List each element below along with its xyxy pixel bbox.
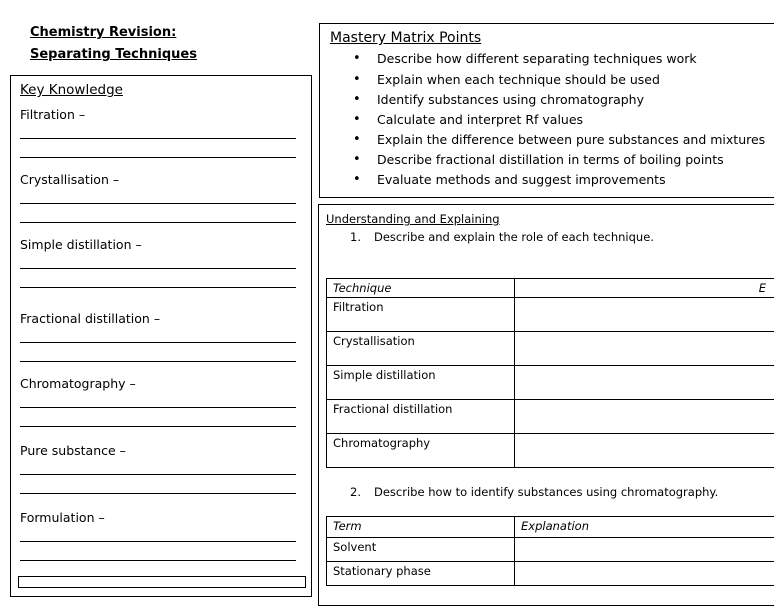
terms-table	[326, 516, 774, 586]
mastery-point: Calculate and interpret Rf values	[377, 112, 583, 127]
answer-line[interactable]	[20, 541, 296, 542]
mastery-matrix-heading: Mastery Matrix Points	[330, 30, 481, 46]
bullet-icon: •	[353, 112, 361, 127]
mastery-point: Describe fractional distillation in terms of boiling points	[377, 152, 724, 167]
answer-cell[interactable]	[515, 366, 774, 400]
mastery-point: Explain the difference between pure substances and mixtures	[377, 132, 765, 147]
answer-line[interactable]	[20, 203, 296, 204]
worksheet-title-line1: Chemistry Revision:	[30, 25, 176, 40]
technique-cell: Crystallisation	[327, 332, 515, 366]
answer-line[interactable]	[20, 222, 296, 223]
technique-cell: Fractional distillation	[327, 400, 515, 434]
answer-line[interactable]	[20, 426, 296, 427]
answer-cell[interactable]	[515, 434, 774, 468]
explanation-column-header: Explanation	[515, 517, 774, 538]
answer-line[interactable]	[20, 138, 296, 139]
kk-label-chromatography: Chromatography –	[20, 376, 136, 391]
worksheet-title-line2: Separating Techniques	[30, 47, 197, 62]
kk-label-simple-distillation: Simple distillation –	[20, 237, 142, 252]
answer-cell[interactable]	[515, 400, 774, 434]
term-cell: Stationary phase	[327, 562, 515, 586]
bullet-icon: •	[353, 51, 361, 66]
term-cell: Solvent	[327, 538, 515, 562]
answer-cell[interactable]	[515, 562, 774, 586]
answer-line[interactable]	[20, 474, 296, 475]
mastery-point: Explain when each technique should be used	[377, 72, 660, 87]
technique-cell: Chromatography	[327, 434, 515, 468]
answer-line[interactable]	[20, 157, 296, 158]
kk-label-filtration: Filtration –	[20, 107, 85, 122]
kk-label-fractional-distillation: Fractional distillation –	[20, 311, 160, 326]
understanding-heading: Understanding and Explaining	[326, 212, 500, 226]
key-knowledge-heading: Key Knowledge	[20, 82, 123, 98]
answer-line[interactable]	[20, 407, 296, 408]
technique-cell: Filtration	[327, 298, 515, 332]
kk-label-crystallisation: Crystallisation –	[20, 172, 119, 187]
kk-label-pure-substance: Pure substance –	[20, 443, 126, 458]
question-2-text: Describe how to identify substances using chromatography.	[374, 485, 718, 499]
explanation-column-header: E	[515, 279, 774, 298]
question-2-number: 2.	[350, 485, 361, 499]
question-1-text: Describe and explain the role of each technique.	[374, 230, 654, 244]
bullet-icon: •	[353, 72, 361, 87]
answer-line[interactable]	[20, 268, 296, 269]
answer-line[interactable]	[20, 342, 296, 343]
answer-line[interactable]	[20, 287, 296, 288]
kk-label-formulation: Formulation –	[20, 510, 105, 525]
technique-column-header: Technique	[327, 279, 515, 298]
answer-cell[interactable]	[515, 538, 774, 562]
term-column-header: Term	[327, 517, 515, 538]
mastery-point: Describe how different separating techniques work	[377, 51, 697, 66]
mastery-point: Identify substances using chromatography	[377, 92, 644, 107]
bullet-icon: •	[353, 172, 361, 187]
bullet-icon: •	[353, 132, 361, 147]
technique-table	[326, 278, 774, 468]
answer-line[interactable]	[20, 560, 296, 561]
answer-cell[interactable]	[515, 298, 774, 332]
bullet-icon: •	[353, 152, 361, 167]
answer-line[interactable]	[20, 361, 296, 362]
mastery-point: Evaluate methods and suggest improvements	[377, 172, 666, 187]
next-box-edge	[18, 576, 306, 588]
bullet-icon: •	[353, 92, 361, 107]
answer-cell[interactable]	[515, 332, 774, 366]
question-1-number: 1.	[350, 230, 361, 244]
technique-cell: Simple distillation	[327, 366, 515, 400]
answer-line[interactable]	[20, 493, 296, 494]
